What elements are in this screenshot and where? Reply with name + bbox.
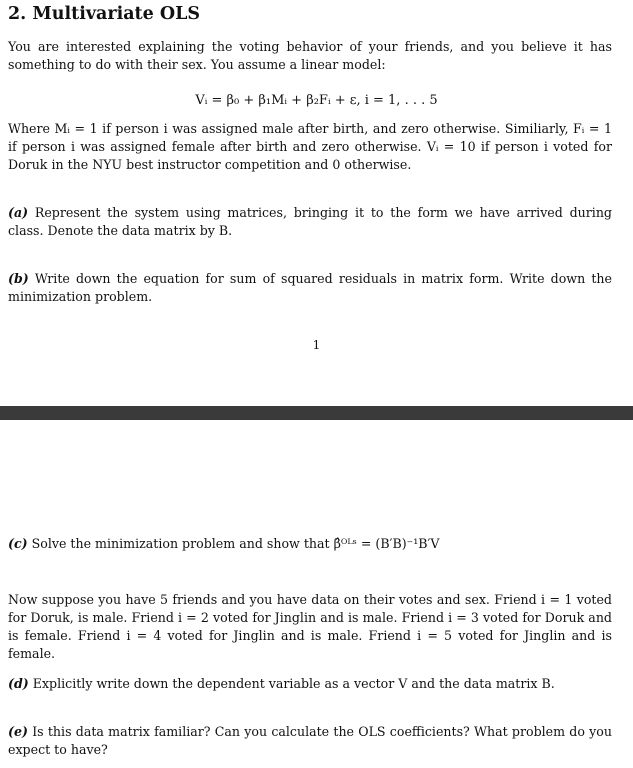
question-d-text: Explicitly write down the dependent variable as a vector V and the data matrix B. xyxy=(32,676,555,691)
question-b-tag: (b) xyxy=(8,271,29,286)
question-c xyxy=(8,535,612,553)
intro-paragraph: You are interested explaining the voting behavior of your friends, and you believe it has something to do with their sex. You assume a linear model: xyxy=(8,39,612,72)
question-b-text: Write down the equation for sum of squared residuals in matrix form. Write down the minimization problem. xyxy=(8,271,612,304)
model-equation: Vᵢ = β₀ + β₁Mᵢ + β₂Fᵢ + ε, i = 1, . . . 5 xyxy=(195,93,438,108)
question-c-tag: (c) xyxy=(8,536,28,551)
page-separator xyxy=(0,406,633,420)
question-a-text: Represent the system using matrices, bringing it to the form we have arrived during class. Denote the data matrix by B. xyxy=(8,205,612,238)
page-number: 1 xyxy=(312,338,321,352)
question-b xyxy=(8,270,612,306)
question-c-text: Solve the minimization problem and show that β̂ᴼᴸˢ = (B′B)⁻¹B′V xyxy=(31,536,440,551)
question-e-tag: (e) xyxy=(8,724,28,739)
question-e xyxy=(8,723,612,759)
definitions-paragraph: Where Mᵢ = 1 if person i was assigned male after birth, and zero otherwise. Similiarly, Fᵢ = 1 if person i was assigned female after birth and zero otherwise. Vᵢ = 10 if person i voted for Doruk in the NYU best instructor competition and 0 otherwise. xyxy=(8,121,612,172)
document-page-2 xyxy=(0,420,633,768)
question-d-tag: (d) xyxy=(8,676,29,691)
section-title: 2. Multivariate OLS xyxy=(8,4,201,24)
question-a-tag: (a) xyxy=(8,205,29,220)
scenario-paragraph: Now suppose you have 5 friends and you have data on their votes and sex. Friend i = 1 voted for Doruk, is male. Friend i = 2 voted for Jinglin and is male. Friend i = 3 voted for Doruk and is female. Friend i = 4 voted for Jinglin and is male. Friend i = 5 voted for Jinglin and is female. xyxy=(8,592,612,661)
question-d xyxy=(8,675,612,693)
question-a xyxy=(8,204,612,240)
question-e-text: Is this data matrix familiar? Can you calculate the OLS coefficients? What problem do you expect to have? xyxy=(8,724,612,757)
